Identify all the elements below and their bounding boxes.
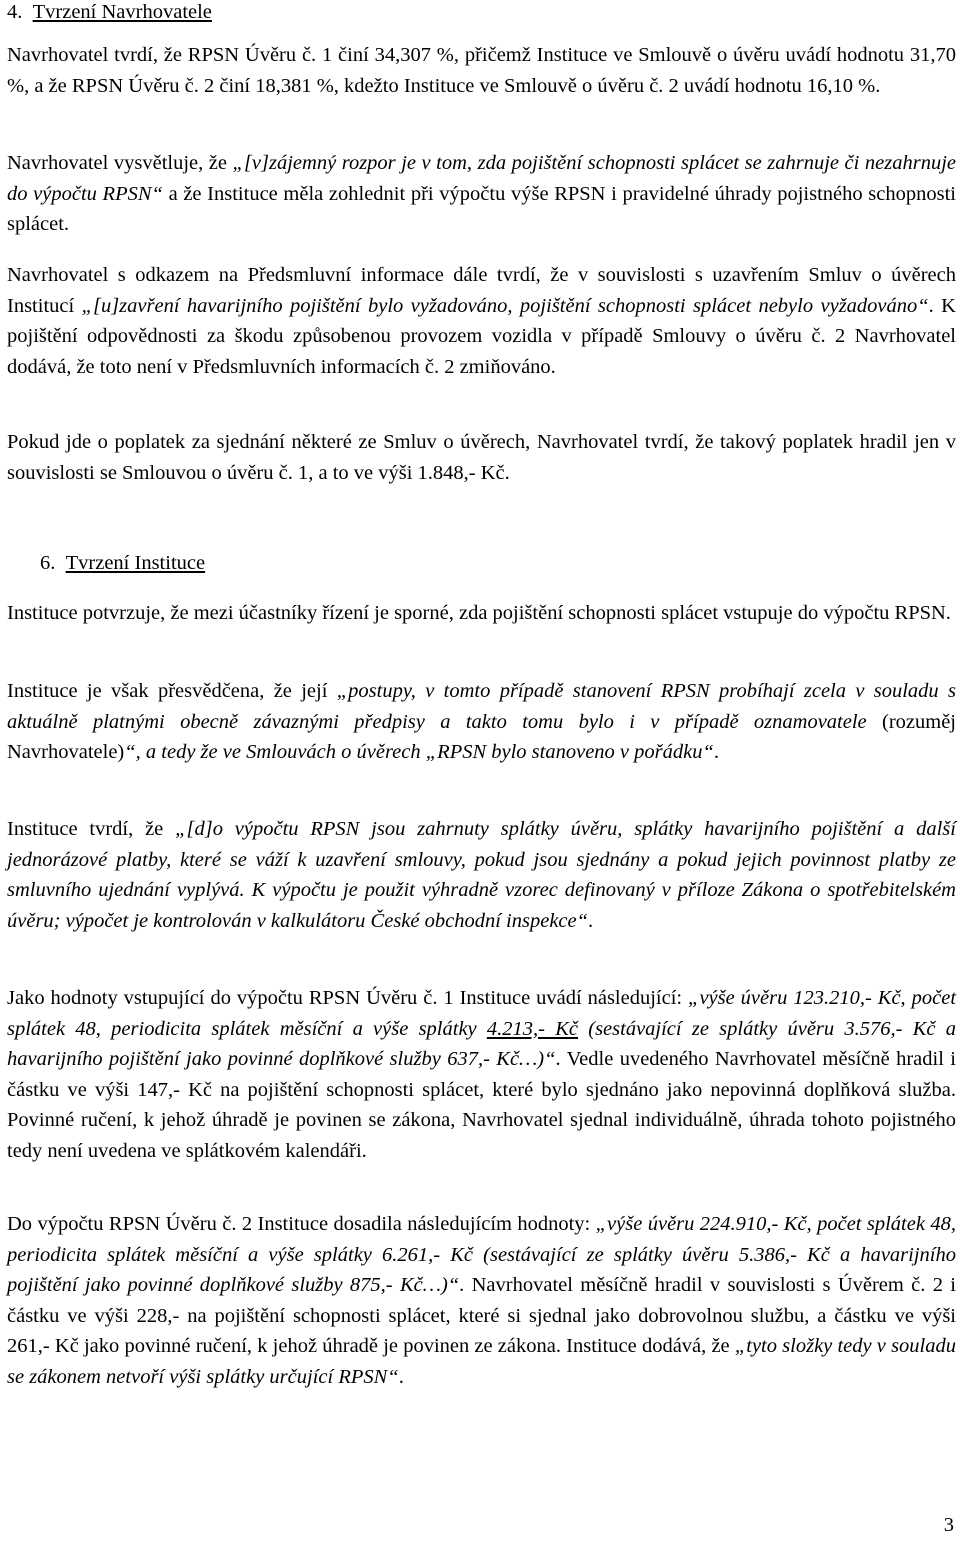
paragraph-9 — [7, 1209, 956, 1392]
paragraph-2-text-b: a že Instituce měla zohlednit při výpočtu výše RPSN i pravidelné úhrady pojistného schopnosti splácet. — [7, 182, 956, 235]
paragraph-6-quote-1: „postupy, v tomto případě stanovení RPSN probíhají zcela v souladu s aktuálně platnými obecně závaznými předpisy a takto tomu bylo i v případě oznamovatele — [7, 680, 956, 733]
paragraph-2-quote: „[v]zájemný rozpor je v tom, zda pojištění schopnosti splácet se zahrnuje či nezahrnuje do výpočtu RPSN“ — [7, 152, 956, 205]
paragraph-3-text-b: . K pojištění odpovědnosti za škodu způsobenou provozem vozidla v případě Smlouvy o úvěru č. 2 Navrhovatel dodává, že toto není v Předsmluvních informacích č. 2 zmiňováno. — [7, 294, 956, 378]
paragraph-6 — [7, 676, 956, 768]
paragraph-9-text-b: . Navrhovatel měsíčně hradil v souvislosti s Úvěrem č. 2 i částku ve výši 228,- na pojištění schopnosti splácet, které si sjednal jako dobrovolnou službu, a částku ve výši 261,- Kč jako povinné ručení, k jehož úhradě je povinen ze zákona. Instituce dodává, že — [7, 1274, 956, 1357]
paragraph-9-text-a: Do výpočtu RPSN Úvěru č. 2 Instituce dosadila následujícím hodnoty: — [7, 1213, 596, 1235]
section-6-number: 6. — [40, 552, 56, 574]
paragraph-3-text-a: Navrhovatel s odkazem na Předsmluvní informace dále tvrdí, že v souvislosti s uzavřením Smluv o úvěrech Institucí — [7, 264, 956, 317]
paragraph-9-text-c: . — [398, 1365, 404, 1388]
paragraph-6-text-b: (rozuměj Navrhovatele) — [7, 710, 957, 763]
section-4-title: Tvrzení Navrhovatele — [32, 1, 212, 23]
paragraph-4-text: Pokud jde o poplatek za sjednání některé ze Smluv o úvěrech, Navrhovatel tvrdí, že takový poplatek hradil jen v souvislosti se Smlouvou o úvěru č. 1, a to ve výši 1.848,- Kč. — [7, 431, 956, 484]
paragraph-5-text: Instituce potvrzuje, že mezi účastníky řízení je sporné, zda pojištění schopnosti splácet vstupuje do výpočtu RPSN. — [7, 602, 951, 624]
section-4-heading — [7, 0, 212, 24]
paragraph-1 — [7, 40, 956, 101]
section-4-number: 4. — [7, 1, 23, 23]
paragraph-2 — [7, 148, 956, 240]
paragraph-8-quote-b: (sestávající ze splátky úvěru 3.576,- Kč a havarijního pojištění jako povinné doplňkové služby 637,- Kč…)“ — [7, 1017, 956, 1070]
paragraph-3-quote: „[u]zavření havarijního pojištění bylo vyžadováno, pojištění schopnosti splácet nebylo vyžadováno“ — [81, 294, 929, 317]
paragraph-8-amount: 4.213,- Kč — [486, 1017, 578, 1040]
section-6-heading — [40, 551, 205, 575]
paragraph-7-quote: „[d]o výpočtu RPSN jsou zahrnuty splátky úvěru, splátky havarijního pojištění a další jednorázové platby, které se váží k uzavření smlouvy, pokud jsou sjednány a pokud jejich povinnost platby ze smluvního ujednání vyplývá. K výpočtu je použit výhradně vzorec definovaný v příloze Zákona o spotřebitelském úvěru; výpočet je kontrolován v kalkulátoru České obchodní inspekce“ — [7, 818, 956, 932]
page-number: 3 — [943, 1514, 954, 1536]
paragraph-8-text-a: Jako hodnoty vstupující do výpočtu RPSN Úvěru č. 1 Instituce uvádí následující: — [7, 987, 689, 1009]
paragraph-7-text-b: . — [588, 909, 594, 932]
paragraph-7 — [7, 814, 956, 936]
paragraph-2-text-a: Navrhovatel vysvětluje, že — [7, 152, 233, 174]
section-6-title: Tvrzení Instituce — [65, 552, 206, 574]
paragraph-8-quote-a: „výše úvěru 123.210,- Kč, počet splátek 48, periodicita splátek měsíční a výše splátky — [7, 987, 957, 1040]
paragraph-8 — [7, 983, 956, 1166]
paragraph-6-text-c: “, a tedy že ve Smlouvách o úvěrech — [124, 741, 426, 763]
paragraph-9-quote-2: „tyto složky tedy v souladu se zákonem netvoří výši splátky určující RPSN“ — [7, 1335, 956, 1388]
paragraph-7-text-a: Instituce tvrdí, že — [7, 818, 176, 840]
paragraph-5 — [7, 598, 956, 629]
paragraph-6-text-a: Instituce je však přesvědčena, že její — [7, 680, 337, 702]
paragraph-1-text: Navrhovatel tvrdí, že RPSN Úvěru č. 1 činí 34,307 %, přičemž Instituce ve Smlouvě o úvěru uvádí hodnotu 31,70 %, a že RPSN Úvěru č. 2 činí 18,381 %, kdežto Instituce ve Smlouvě o úvěru č. 2 uvádí hodnotu 16,10 %. — [7, 44, 956, 97]
paragraph-3 — [7, 260, 956, 382]
paragraph-9-quote-1: „výše úvěru 224.910,- Kč, počet splátek 48, periodicita splátek měsíční a výše splátky 6.261,- Kč (sestávající ze splátky úvěru 5.386,- Kč a havarijního pojištění jako povinné doplňkové služby 875,- Kč…)“ — [7, 1213, 956, 1296]
paragraph-8-text-b: . Vedle uvedeného Navrhovatel měsíčně hradil i částku ve výši 147,- Kč na pojištění schopnosti splácet, které bylo sjednáno jako nepovinná doplňková služba. Povinné ručení, k jehož úhradě je povinen se zákona, Navrhovatel sjednal individuálně, úhrada tohoto pojistného tedy není uvedena ve splátkovém kalendáři. — [7, 1048, 956, 1162]
paragraph-6-quote-2: „RPSN bylo stanoveno v pořádku“ — [425, 741, 714, 763]
paragraph-4 — [7, 427, 956, 488]
paragraph-6-text-d: . — [713, 741, 720, 763]
